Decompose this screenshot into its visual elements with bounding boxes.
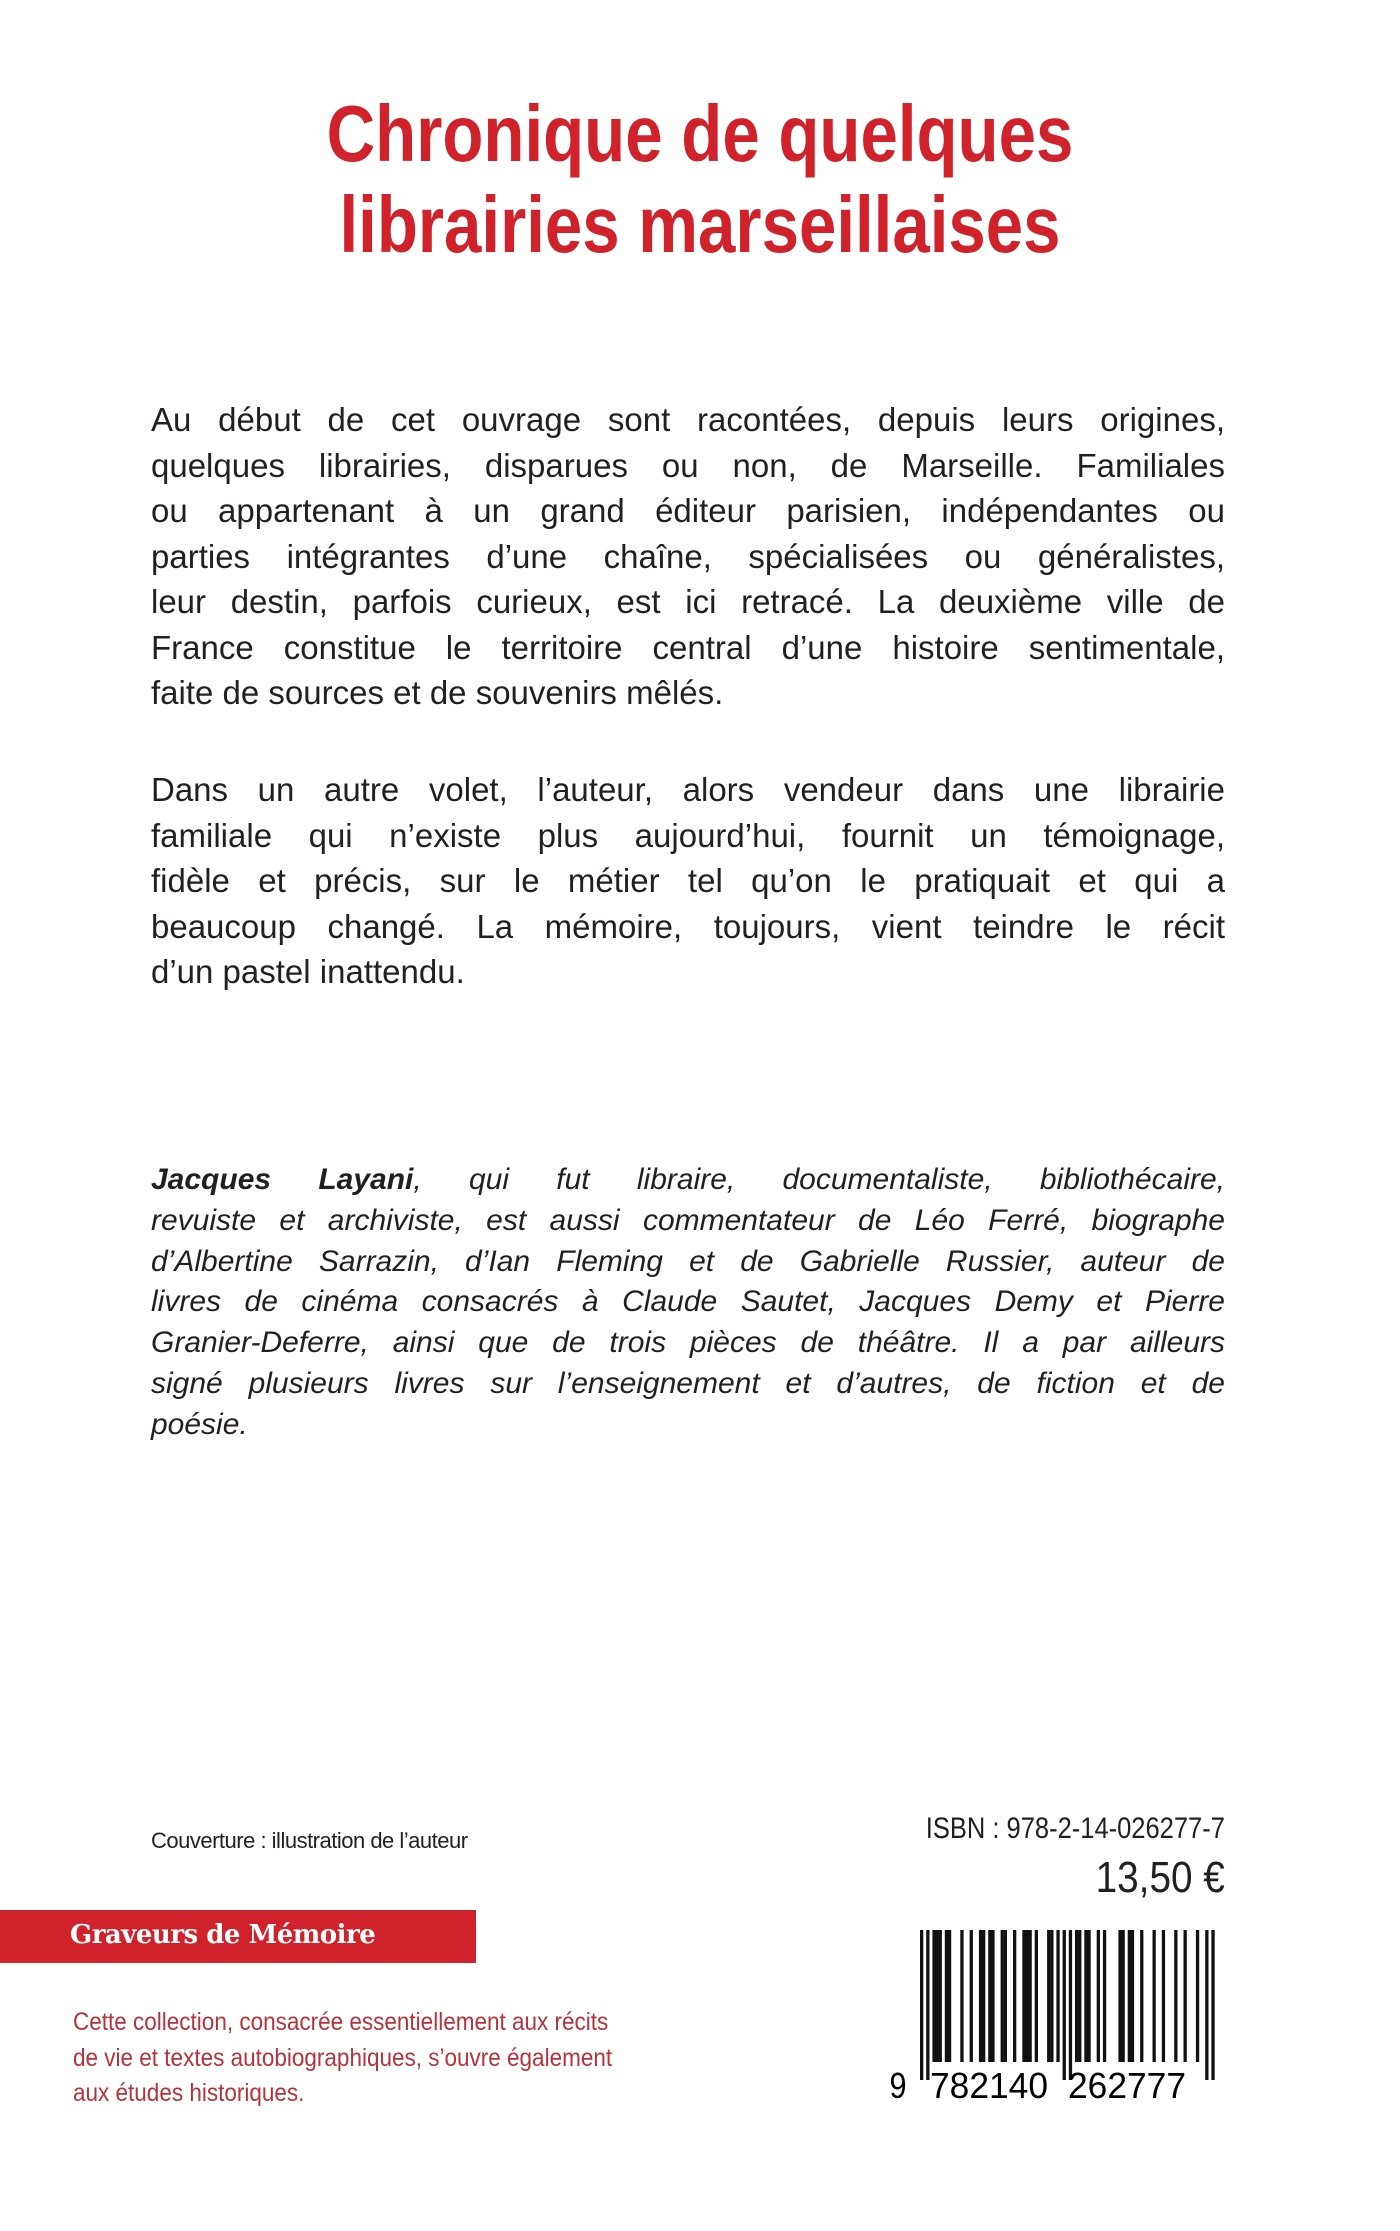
- barcode-bar: [1131, 1930, 1134, 2062]
- barcode-bar: [1063, 1930, 1066, 2080]
- barcode-left-digits: 782140: [930, 2065, 1048, 2106]
- bio-text: , qui fut libraire, documentaliste, bibliothécaire,: [413, 1163, 1225, 1196]
- barcode-right-digits: 262777: [1068, 2065, 1186, 2106]
- barcode-bar: [982, 1930, 985, 2062]
- barcode-bar: [1153, 1930, 1156, 2062]
- barcode-bar: [1084, 1930, 1087, 2062]
- barcode-bar: [991, 1930, 994, 2062]
- barcode-bar: [1205, 1930, 1208, 2080]
- barcode-bar: [1004, 1930, 1007, 2062]
- text-line: fidèle et précis, sur le métier tel qu’on le pratiquait et qui a: [151, 862, 1225, 899]
- text-line: Au début de cet ouvrage sont racontées, depuis leurs origines,: [151, 401, 1225, 438]
- text-line: de vie et textes autobiographiques, s’ouvre également: [73, 2043, 613, 2072]
- price: 13,50 €: [1095, 1853, 1225, 1902]
- barcode-bar: [1029, 1930, 1032, 2062]
- collection-name: Graveurs de Mémoire: [70, 1920, 376, 1950]
- barcode-bar: [1078, 1930, 1081, 2062]
- text-line: France constitue le territoire central d’une histoire sentimentale,: [151, 628, 1225, 666]
- barcode-first-digit: 9: [889, 2066, 907, 2107]
- barcode-bar: [1047, 1930, 1050, 2062]
- text-line: d’Albertine Sarrazin, d’Ian Fleming et de Gabrielle Russier, auteur de: [151, 1244, 1225, 1278]
- barcode-bars: [920, 1930, 1215, 2080]
- barcode-bar: [988, 1930, 991, 2062]
- barcode-bar: [936, 1930, 939, 2062]
- barcode-bar: [926, 1930, 929, 2080]
- book-title: [0, 88, 1400, 270]
- description-paragraph-2: [151, 767, 1225, 995]
- barcode-bar: [1025, 1930, 1028, 2062]
- barcode-bar: [1001, 1930, 1004, 2062]
- collection-description: [73, 2005, 713, 2112]
- barcode-bar: [1118, 1930, 1121, 2062]
- title-line-1: Chronique de quelques: [326, 89, 1074, 178]
- text-line: leur destin, parfois curieux, est ici retracé. La deuxième ville de: [151, 583, 1225, 620]
- barcode-bar: [1022, 1930, 1025, 2062]
- collection-band: [0, 1910, 476, 1963]
- text-line: beaucoup changé. La mémoire, toujours, vient teindre le récit: [151, 907, 1225, 945]
- text-line: [151, 1160, 1225, 1201]
- barcode-bar: [979, 1930, 982, 2062]
- barcode-bar: [1087, 1930, 1090, 2062]
- barcode-bar: [945, 1930, 948, 2062]
- isbn: ISBN : 978-2-14-026277-7: [925, 1812, 1225, 1845]
- text-line: aux études historiques.: [73, 2079, 305, 2107]
- text-line: parties intégrantes d’une chaîne, spécialisées ou généralistes,: [151, 537, 1225, 575]
- text-line: ou appartenant à un grand éditeur parisien, indépendantes ou: [151, 492, 1225, 529]
- title-line-2: librairies marseillaises: [339, 180, 1061, 269]
- barcode-bar: [1140, 1930, 1143, 2062]
- text-line: Dans un autre volet, l’auteur, alors vendeur dans une librairie: [151, 771, 1225, 808]
- barcode-bar: [1013, 1930, 1016, 2062]
- text-line: Cette collection, consacrée essentiellement aux récits: [73, 2008, 609, 2036]
- text-line: signé plusieurs livres sur l’enseignement et d’autres, de fiction et de: [151, 1366, 1225, 1400]
- barcode-bar: [939, 1930, 942, 2062]
- barcode-bar: [1075, 1930, 1078, 2062]
- cover-credit: Couverture : illustration de l’auteur: [151, 1828, 468, 1853]
- barcode-bar: [960, 1930, 963, 2062]
- text-line: familiale qui n’existe plus aujourd’hui, fournit un témoignage,: [151, 816, 1225, 854]
- barcode-bar: [1069, 1930, 1072, 2080]
- text-line: poésie.: [151, 1407, 248, 1441]
- barcode-bar: [1103, 1930, 1106, 2062]
- text-line: revuiste et archiviste, est aussi commentateur de Léo Ferré, biographe: [151, 1203, 1225, 1237]
- barcode-bar: [1035, 1930, 1038, 2062]
- barcode-bar: [1196, 1930, 1199, 2062]
- barcode-bar: [920, 1930, 923, 2080]
- barcode-bar: [948, 1930, 951, 2062]
- author-bio: [151, 1160, 1225, 1446]
- barcode-bar: [1050, 1930, 1053, 2062]
- text-line: livres de cinéma consacrés à Claude Sautet, Jacques Demy et Pierre: [151, 1285, 1225, 1319]
- text-line: Granier-Deferre, ainsi que de trois pièces de théâtre. Il a par ailleurs: [151, 1326, 1225, 1360]
- barcode-bar: [1174, 1930, 1177, 2062]
- barcode-bar: [932, 1930, 935, 2062]
- barcode-bar: [1162, 1930, 1165, 2062]
- text-line: quelques librairies, disparues ou non, de Marseille. Familiales: [151, 446, 1225, 484]
- barcode-bar: [1097, 1930, 1100, 2062]
- barcode-bar: [1056, 1930, 1059, 2062]
- barcode-bar: [970, 1930, 973, 2062]
- author-name: Jacques Layani: [151, 1163, 414, 1196]
- text-line: d’un pastel inattendu.: [151, 953, 465, 990]
- barcode-bar: [1184, 1930, 1187, 2062]
- barcode: [880, 1930, 1220, 2110]
- description-paragraph-1: [151, 397, 1225, 716]
- barcode-bar: [1211, 1930, 1214, 2080]
- barcode-bar: [1122, 1930, 1125, 2062]
- barcode-bar: [1128, 1930, 1131, 2062]
- text-line: faite de sources et de souvenirs mêlés.: [151, 674, 724, 711]
